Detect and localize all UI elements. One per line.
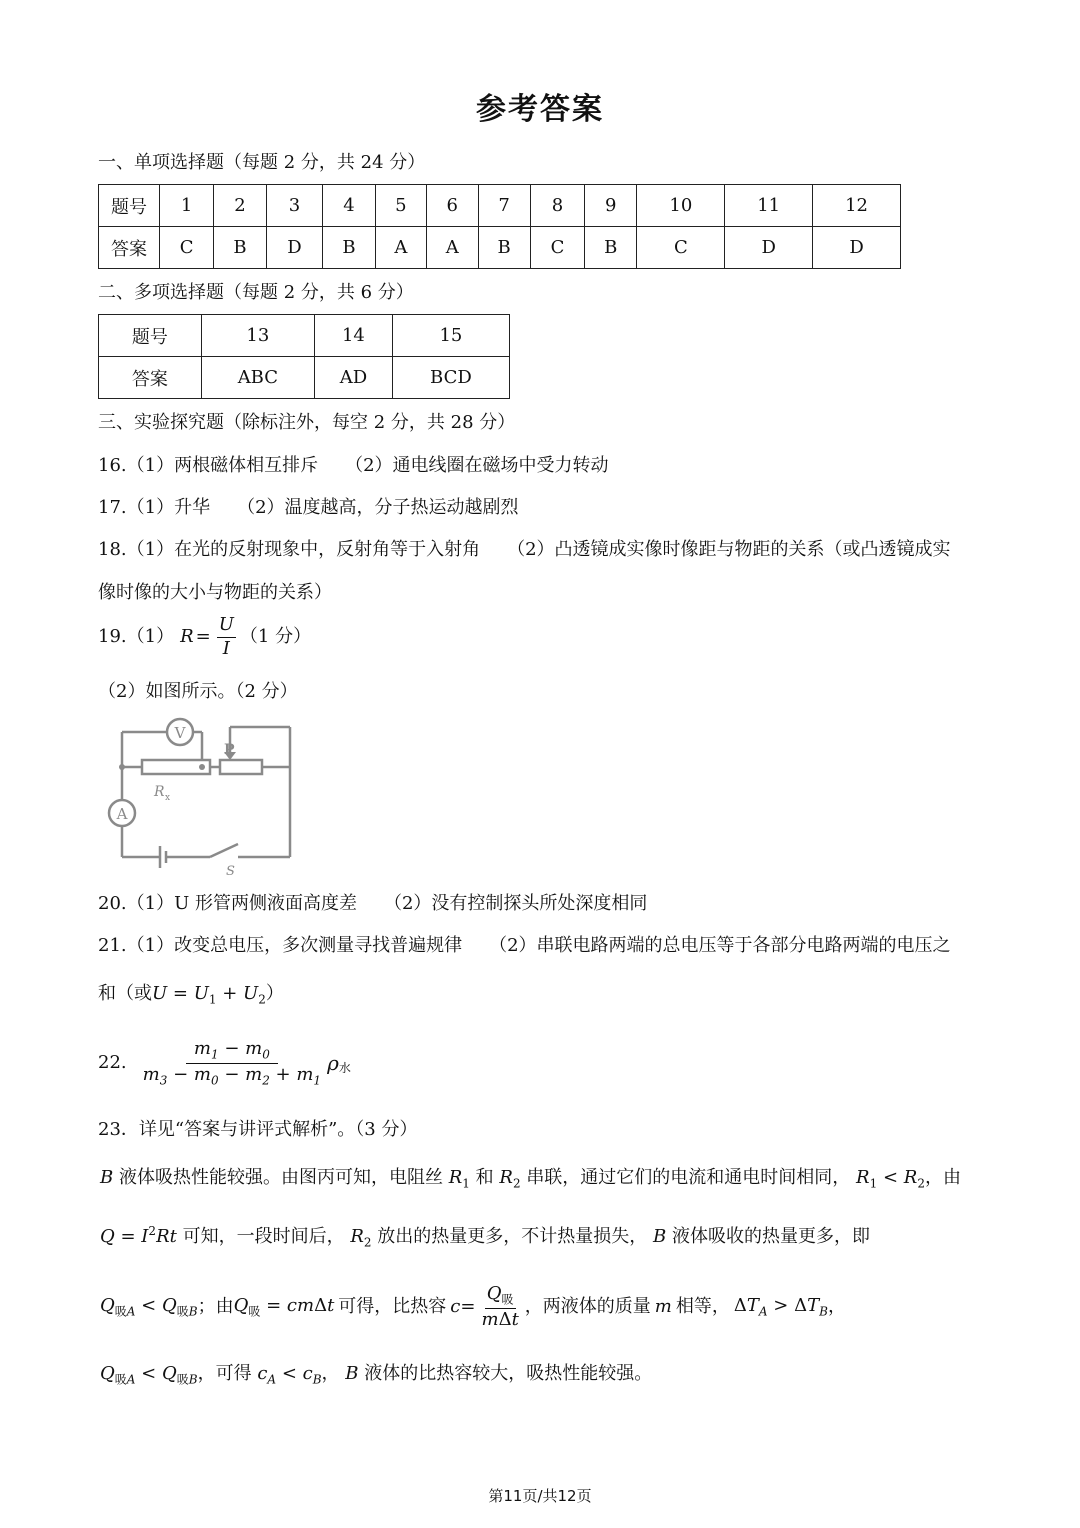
table-cell: B	[478, 227, 530, 269]
table-cell: 1	[160, 185, 214, 227]
answer-18-line1: 18.（1）在光的反射现象中，反射角等于入射角 （2）凸透镜成实像时像距与物距的关系（或凸透镜成实	[98, 539, 951, 560]
equals-sign: =	[195, 626, 211, 648]
table-row	[99, 315, 510, 357]
table-cell: 14	[314, 315, 392, 357]
circuit-diagram	[100, 712, 300, 882]
answer-23-para3: $Q_{吸A} < Q_{吸B}$ ；由 $Q_吸 = cm\Delta t$ 可得，比热容 c = $\frac{Q_吸}{\text{mΔt}}$ ，两液体的质量 m 相等， $\Delta T_A > \Delta T_B$ ，	[100, 1283, 846, 1330]
ammeter-label: A	[116, 805, 128, 823]
formula-U-over-I: $\frac{U}{I}$	[218, 614, 234, 659]
formula-R-var: R	[180, 626, 194, 648]
answer-20: 20.（1）U 形管两侧液面高度差 （2）没有控制探头所处深度相同	[98, 893, 648, 914]
answer-23-para2: $Q = I^2Rt$ 可知，一段时间后， $R_2$ 放出的热量更多，不计热量损失， B 液体吸收的热量更多，即	[100, 1224, 870, 1250]
section1-heading: 一、单项选择题（每题 2 分，共 24 分）	[98, 152, 426, 173]
answer-21-line2: 和（或$U = U_1 + U_2$）	[98, 983, 284, 1007]
rho-symbol: ρ	[327, 1051, 339, 1076]
q22-prefix: 22.	[98, 1052, 127, 1074]
circuit-wires	[122, 727, 290, 868]
table-cell: 5	[375, 185, 426, 227]
resistor-label: R	[154, 784, 165, 800]
junction-dot	[199, 764, 205, 770]
table-cell: 12	[813, 185, 901, 227]
table-cell: C	[637, 227, 725, 269]
table-cell: 2	[214, 185, 266, 227]
row-label: 题号	[99, 185, 160, 227]
table-row	[99, 227, 901, 269]
answer-21-line1: 21.（1）改变总电压，多次测量寻找普遍规律 （2）串联电路两端的总电压等于各部分电路两端的电压之	[98, 935, 951, 956]
answer-17: 17.（1）升华 （2）温度越高，分子热运动越剧烈	[98, 497, 519, 518]
row-label: 答案	[99, 227, 160, 269]
table-row	[99, 185, 901, 227]
table-cell: AD	[314, 357, 392, 399]
table-cell: 6	[427, 185, 478, 227]
answer-19-part2: （2）如图所示。（2 分）	[98, 681, 298, 702]
rheostat-icon	[220, 760, 262, 774]
q19-prefix: 19.（1）	[98, 626, 175, 648]
switch-label: S	[226, 864, 235, 879]
table-cell: ABC	[201, 357, 314, 399]
answer-22	[98, 1038, 351, 1088]
table-cell: B	[585, 227, 637, 269]
single-choice-table	[98, 184, 901, 269]
page-title: 参考答案	[476, 92, 604, 127]
table-cell: B	[214, 227, 266, 269]
table-cell: 4	[323, 185, 375, 227]
section3-heading: 三、实验探究题（除标注外，每空 2 分，共 28 分）	[98, 412, 516, 433]
table-cell: 15	[392, 315, 509, 357]
table-cell: 10	[637, 185, 725, 227]
table-cell: 11	[725, 185, 813, 227]
table-cell: A	[375, 227, 426, 269]
table-cell: D	[266, 227, 323, 269]
table-cell: 9	[585, 185, 637, 227]
table-cell: 7	[478, 185, 530, 227]
resistor-sub-label: x	[165, 793, 171, 803]
row-label: 答案	[99, 357, 202, 399]
table-cell: A	[427, 227, 478, 269]
answer-19-part1	[98, 614, 311, 660]
q19-score: （1 分）	[239, 626, 312, 648]
formula-c-fraction: $\frac{Q_吸}{\text{mΔt}}$	[481, 1283, 519, 1330]
page-footer: 第11页/共12页	[488, 1487, 592, 1505]
table-row	[99, 357, 510, 399]
rho-water-sub: 水	[338, 1060, 351, 1075]
voltmeter-label: V	[174, 724, 186, 742]
table-cell: BCD	[392, 357, 509, 399]
answer-23-para4: $Q_{吸A} < Q_{吸B}$，可得 $c_A < c_B$， B 液体的比热容较大，吸热性能较强。	[100, 1363, 653, 1387]
multi-choice-table	[98, 314, 510, 399]
answer-16: 16.（1）两根磁体相互排斥 （2）通电线圈在磁场中受力转动	[98, 455, 609, 476]
slider-label: P	[224, 742, 235, 758]
formula-density-fraction: $\frac{m_1 - m_0}{m_3 - m_0 - m_2 + m_1}$	[142, 1038, 322, 1088]
row-label: 题号	[99, 315, 202, 357]
table-cell: 13	[201, 315, 314, 357]
table-cell: C	[160, 227, 214, 269]
table-cell: 3	[266, 185, 323, 227]
junction-dot	[119, 764, 125, 770]
table-cell: C	[530, 227, 584, 269]
table-cell: 8	[530, 185, 584, 227]
answer-23-line1: 23．详见“答案与讲评式解析”。（3 分）	[98, 1119, 418, 1140]
table-cell: B	[323, 227, 375, 269]
table-cell: D	[813, 227, 901, 269]
answer-23-para1: B 液体吸热性能较强。由图丙可知，电阻丝 $R_1$ 和 $R_2$ 串联，通过它们的电流和通电时间相同， $R_1 < R_2$，由	[100, 1167, 961, 1191]
answer-18-line2: 像时像的大小与物距的关系）	[98, 582, 332, 603]
table-cell: D	[725, 227, 813, 269]
section2-heading: 二、多项选择题（每题 2 分，共 6 分）	[98, 282, 414, 303]
